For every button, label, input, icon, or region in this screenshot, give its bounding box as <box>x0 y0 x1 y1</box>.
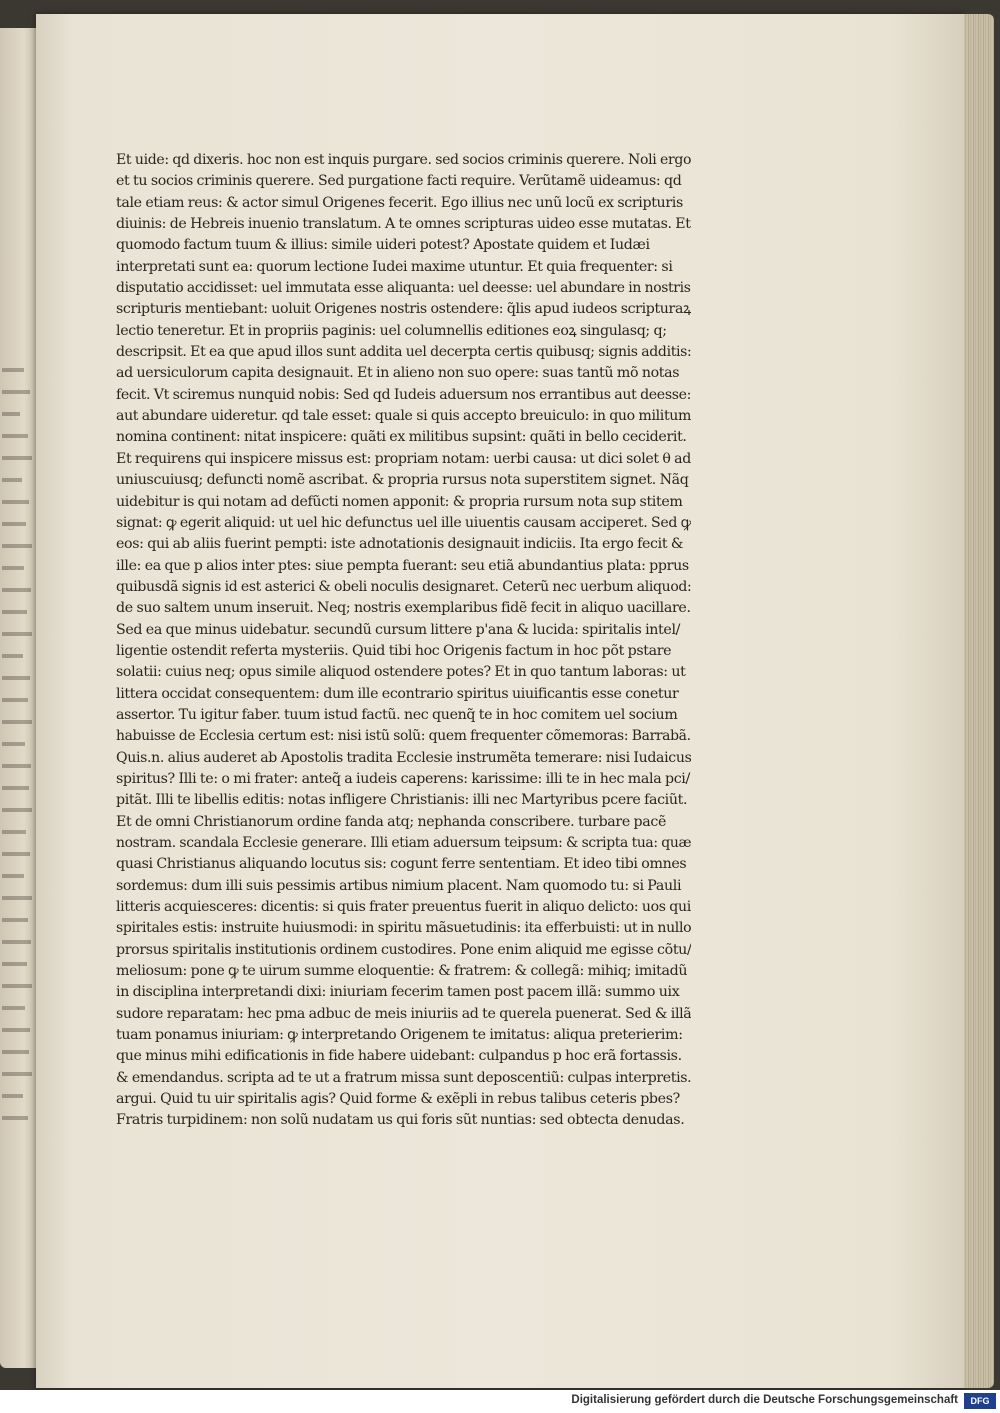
text-line: sordemus: dum illi suis pessimis artibus nimium placent. Nam quomodo tu: si Pauli <box>116 877 682 894</box>
text-line: de suo saltem unum inseruit. Neq; nostris exemplaribus fidẽ fecit in aliquo uacillare. <box>116 600 691 617</box>
text-line: tale etiam reus: & actor simul Origenes fecerit. Ego illius nec unũ locũ ex scripturis <box>116 194 683 211</box>
text-line: meliosum: pone ꝙ te uirum summe eloquentie: & fratrem: & collegã: mihiq; imitadũ <box>116 963 688 980</box>
text-line: Quis.n. alius auderet ab Apostolis tradita Ecclesie instrumẽta temerare: nisi Iudaicus <box>116 749 691 766</box>
text-line: scripturis mentiebant: uoluit Origenes nostris ostendere: q̃lis apud iudeos scripturaꝝ <box>116 301 691 318</box>
text-line: nomina continent: nitat inspicere: quãti ex militibus supsint: quãti in bello ceciderit. <box>116 429 687 446</box>
text-line: quibusdã signis id est asterici & obeli noculis designaret. Ceterũ nec uerbum aliquod: <box>116 578 691 595</box>
text-line: que minus mihi edificationis in fide habere uidebant: culpandus p hoc erã fortassis. <box>116 1048 682 1065</box>
footer-bar <box>0 1390 1000 1413</box>
text-line: Et uide: qd dixeris. hoc non est inquis purgare. sed socios criminis querere. Noli ergo <box>116 152 691 168</box>
text-line: ille: ea que p alios inter ptes: siue pempta fuerant: seu etiã abundantius plata: pprus <box>116 557 689 574</box>
text-block <box>116 150 691 1132</box>
text-line: & emendandus. scripta ad te ut a fratrum missa sunt deposcentiũ: culpas interpretis. <box>116 1069 691 1086</box>
text-line: spiritus? Illi te: o mi frater: anteq̃ a iudeis caperens: karissime: illi te in hec mala pci/ <box>116 770 690 787</box>
page-edges <box>964 14 994 1388</box>
text-line: in disciplina interpretandi dixi: iniuriam fecerim tamen post pacem illã: summo uix <box>116 984 680 1001</box>
text-line: eos: qui ab aliis fuerint pempti: iste adnotationis designauit indiciis. Ita ergo fecit & <box>116 536 684 553</box>
text-line: quomodo factum tuum & illius: simile uideri potest? Apostate quidem et Iudæi <box>116 237 650 254</box>
left-page-edge <box>0 28 40 1368</box>
dfg-logo: DFG <box>964 1393 996 1409</box>
text-line: pitãt. Illi te libellis editis: notas infligere Christianis: illi nec Martyribus pcere faciũt. <box>116 792 688 809</box>
text-line: ad uersiculorum capita designauit. Et in alieno non suo opere: suas tantũ mõ notas <box>116 365 680 382</box>
text-line: Sed ea que minus uidebatur. secundũ cursum littere p'ana & lucida: spiritalis intel/ <box>116 621 681 638</box>
text-line: quasi Christianus aliquando locutus sis: cogunt ferre sententiam. Et ideo tibi omnes <box>116 856 687 873</box>
text-line: nostram. scandala Ecclesie generare. Illi etiam aduersum teipsum: & scripta tua: quæ <box>116 835 691 851</box>
text-line: aut abundare uideretur. qd tale esset: quale si quis accepto breuiculo: in quo militum <box>116 408 691 425</box>
text-line: lectio teneretur. Et in propriis paginis: uel columnellis editiones eoꝝ singulasq; q; <box>116 322 667 339</box>
text-line: solatii: cuius neq; opus simile aliquod ostendere potes? Et in quo tantum laboras: ut <box>116 664 686 681</box>
text-line: tuam ponamus iniuriam: ꝙ interpretando Origenem te imitatus: aliqua preterierim: <box>116 1027 683 1044</box>
text-line: diuinis: de Hebreis inuenio translatum. A te omnes scripturas uideo esse mutatas. Et <box>116 216 691 233</box>
text-line: signat: ꝙ egerit aliquid: ut uel hic defunctus uel ille uiuentis causam acciperet. Sed ꝙ <box>116 514 691 531</box>
digitization-credit: Digitalisierung gefördert durch die Deutsche Forschungsgemeinschaft <box>571 1394 958 1406</box>
text-line: Et requirens qui inspicere missus est: propriam notam: uerbi causa: ut dici solet θ ad <box>116 450 691 467</box>
text-line: Et de omni Christianorum ordine fanda atq; nephanda conscribere. turbare pacẽ <box>116 813 667 830</box>
text-line: sudore reparatam: hec pma adbuc de meis iniuriis ad te querela puenerat. Sed & illã <box>116 1005 691 1022</box>
text-line: uidebitur is qui notam ad defũcti nomen apponit: & propria rursum nota sup stitem <box>116 493 683 510</box>
text-line: assertor. Tu igitur faber. tuum istud factũ. nec quenq̃ te in hoc comitem uel socium <box>116 706 678 723</box>
text-line: uniuscuiusq; defuncti nomẽ ascribat. & propria rursus nota superstitem signet. Nãq <box>116 472 689 489</box>
text-line: et tu socios criminis querere. Sed purgatione facti require. Verũtamẽ uideamus: qd <box>116 173 682 190</box>
text-line: descripsit. Et ea que apud illos sunt addita uel decerpta certis quibusq; signis additis: <box>116 344 691 361</box>
text-line: littera occidat consequentem: dum ille econtrario spiritus uiuificantis esse conetur <box>116 685 679 702</box>
text-line: argui. Quid tu uir spiritalis agis? Quid forme & exẽpli in rebus talibus ceteris pbes? <box>116 1091 680 1108</box>
text-line: spiritales estis: instruite huiusmodi: in spiritu mãsuetudinis: ita efferbuisti: ut in nullo <box>116 920 691 937</box>
text-line: interpretati sunt ea: quorum lectione Iudei maxime utuntur. Et quia frequenter: si <box>116 258 673 275</box>
text-line: litteris acquiesceres: dicentis: si quis frater preuentus fuerit in aliquo delicto: uos qui <box>116 899 691 916</box>
text-line: Fratris turpidinem: non solũ nudatam us qui foris sũt nuntias: sed obtecta denudas. <box>116 1112 685 1129</box>
text-line: ligentie ostendit referta mysteriis. Quid tibi hoc Origenis factum in hoc põt pstare <box>116 642 672 659</box>
text-line: fecit. Vt sciremus nunquid nobis: Sed qd Iudeis aduersum nos errantibus aut deesse: <box>116 386 691 403</box>
text-line: prorsus spiritalis institutionis ordinem custodires. Pone enim aliquid me egisse cõtu/ <box>116 941 691 958</box>
text-line: disputatio accidisset: uel immutata esse aliquanta: uel deesse: uel abundare in nostris <box>116 280 691 297</box>
text-line: habuisse de Ecclesia certum est: nisi istũ solũ: quem frequenter cõmemoras: Barrabã. <box>116 728 691 745</box>
